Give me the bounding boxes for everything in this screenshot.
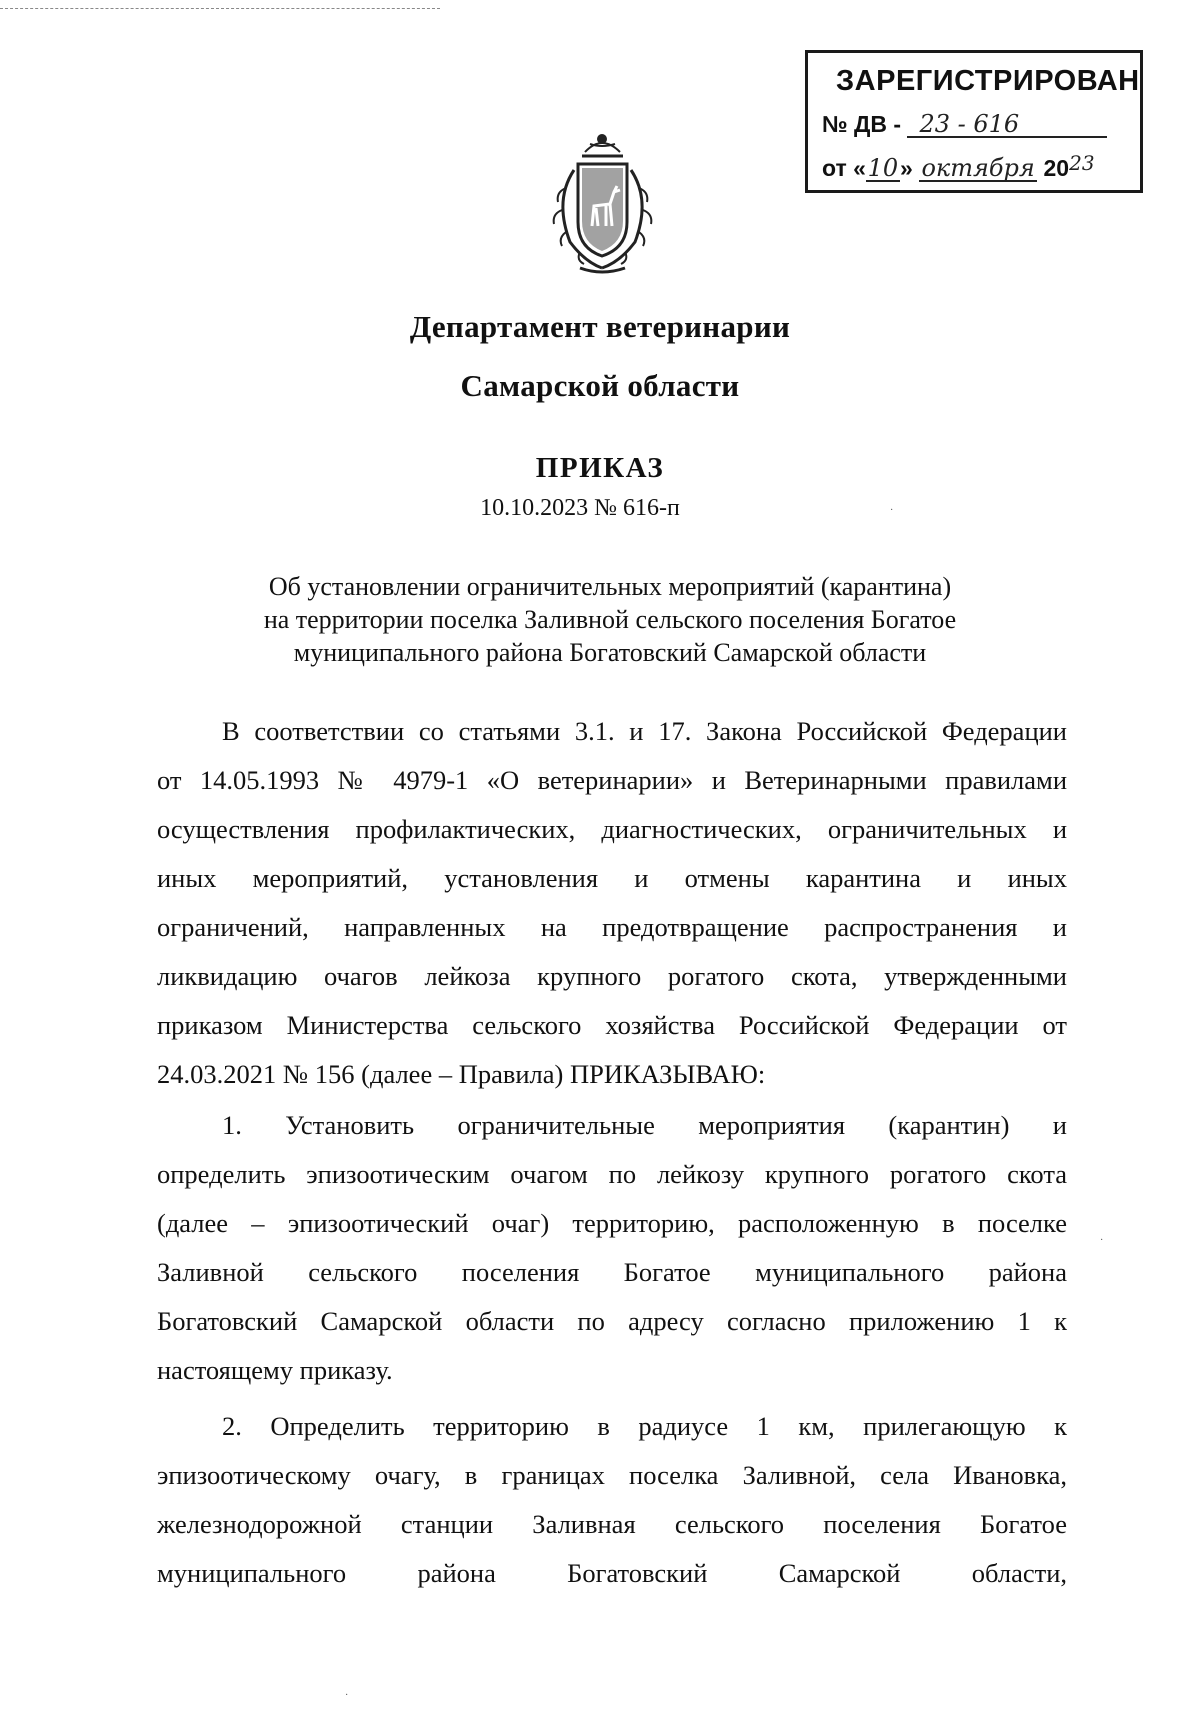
stamp-title: ЗАРЕГИСТРИРОВАН: [836, 65, 1140, 97]
paragraph-line: ограничений, направленных на предотвращение распространения и: [157, 912, 1067, 942]
stamp-date-day: 10: [867, 154, 899, 182]
paragraph-line: муниципального района Богатовский Самарской области,: [157, 1558, 1067, 1588]
paragraph-line: от 14.05.1993 № 4979-1 «О ветеринарии» и Ветеринарными правилами: [157, 765, 1067, 795]
stamp-number-field: [907, 112, 1107, 138]
stamp-date-mid: »: [899, 155, 913, 181]
order-item-1: [157, 1101, 1067, 1395]
preamble-paragraph: [157, 707, 1067, 1099]
order-number: 10.10.2023 № 616-п: [480, 495, 680, 521]
stamp-date-year-prefix: 20: [1043, 155, 1070, 181]
paragraph-line: иных мероприятий, установления и отмены карантина и иных: [157, 863, 1067, 893]
paragraph-line: ликвидацию очагов лейкоза крупного рогатого скота, утвержденными: [157, 961, 1067, 991]
stamp-number-prefix: № ДВ -: [822, 111, 902, 137]
paragraph-line: настоящему приказу.: [157, 1355, 393, 1385]
stamp-date-year-suffix: 23: [1069, 151, 1095, 175]
order-subject: [150, 570, 1070, 669]
stamp-date-month-field: [919, 156, 1037, 182]
paragraph-line: Богатовский Самарской области по адресу согласно приложению 1 к: [157, 1306, 1067, 1336]
organization-region: Самарской области: [460, 368, 740, 403]
stamp-number-row: [822, 111, 1107, 138]
registration-stamp: [805, 50, 1143, 193]
stamp-date-day-field: [866, 156, 900, 182]
subject-line: муниципального района Богатовский Самарской области: [293, 638, 927, 667]
order-item-2: [157, 1402, 1067, 1598]
paragraph-line: эпизоотическому очагу, в границах поселка Заливной, села Ивановка,: [157, 1460, 1067, 1490]
paragraph-line: 2. Определить территорию в радиусе 1 км, прилегающую к: [222, 1411, 1067, 1441]
stamp-date-month: октября: [921, 154, 1035, 182]
paragraph-line: В соответствии со статьями 3.1. и 17. Закона Российской Федерации: [222, 716, 1067, 746]
subject-line: Об установлении ограничительных мероприятий (карантина): [268, 572, 952, 601]
scan-speck: ·: [345, 1690, 349, 1701]
paragraph-line: 24.03.2021 № 156 (далее – Правила) ПРИКАЗЫВАЮ:: [157, 1059, 766, 1089]
paragraph-line: Заливной сельского поселения Богатое муниципального района: [157, 1257, 1067, 1287]
paragraph-line: определить эпизоотическим очагом по лейкозу крупного рогатого скота: [157, 1159, 1067, 1189]
scan-border-line: [0, 8, 440, 9]
subject-line: на территории поселка Заливной сельского поселения Богатое: [263, 605, 957, 634]
organization-name: Департамент ветеринарии: [409, 309, 791, 344]
order-title: ПРИКАЗ: [535, 452, 665, 484]
paragraph-line: (далее – эпизоотический очаг) территорию, расположенную в поселке: [157, 1208, 1067, 1238]
paragraph-line: осуществления профилактических, диагностических, ограничительных и: [157, 814, 1067, 844]
scan-speck: ·: [1100, 1235, 1104, 1246]
stamp-number-value: 23 - 616: [919, 110, 1020, 138]
scan-speck: ·: [890, 505, 894, 516]
stamp-date-prefix: от «: [822, 155, 866, 181]
paragraph-line: 1. Установить ограничительные мероприятия (карантин) и: [222, 1110, 1067, 1140]
stamp-date-row: [822, 151, 1095, 182]
paragraph-line: железнодорожной станции Заливная сельского поселения Богатое: [157, 1509, 1067, 1539]
paragraph-line: приказом Министерства сельского хозяйства Российской Федерации от: [157, 1010, 1067, 1040]
samara-coat-of-arms-icon: [540, 130, 665, 280]
